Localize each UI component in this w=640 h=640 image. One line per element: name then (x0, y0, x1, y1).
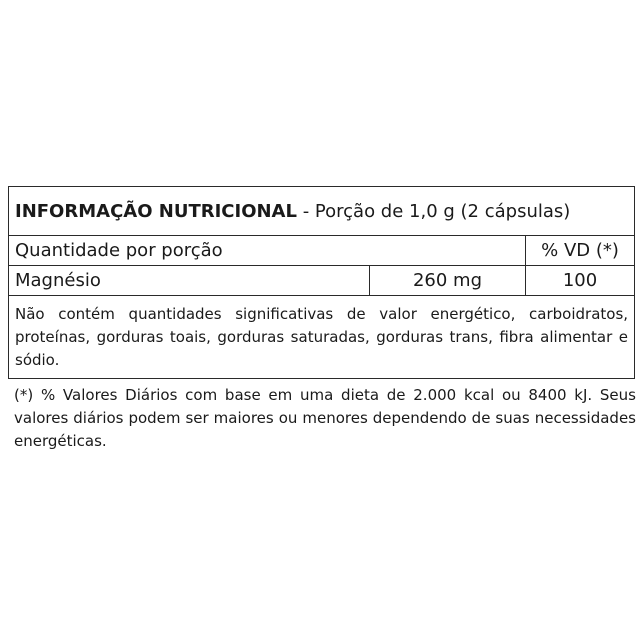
vd-header: % VD (*) (526, 236, 635, 266)
nutrient-name: Magnésio (9, 266, 370, 296)
nutrition-facts-table (8, 186, 635, 379)
table-row (9, 266, 635, 296)
table-note-row (9, 296, 635, 379)
daily-values-footnote: (*) % Valores Diários com base em uma dieta de 2.000 kcal ou 8400 kJ. Seus valores diários podem ser maiores ou menores dependendo de suas necessidades energéticas. (14, 386, 636, 450)
table-title-portion: - Porção de 1,0 g (2 cápsulas) (296, 200, 571, 222)
quantity-header: Quantidade por porção (9, 236, 526, 266)
table-title-bold: INFORMAÇÃO NUTRICIONAL (15, 200, 297, 222)
table-note: Não contém quantidades significativas de valor energético, carboidratos, proteínas, gorduras toais, gorduras saturadas, gorduras trans, fibra alimentar e sódio. (9, 296, 635, 379)
table-title-row (9, 187, 635, 236)
nutrient-amount: 260 mg (370, 266, 526, 296)
table-header-row (9, 236, 635, 266)
table-title (9, 187, 635, 236)
nutrient-vd: 100 (526, 266, 635, 296)
